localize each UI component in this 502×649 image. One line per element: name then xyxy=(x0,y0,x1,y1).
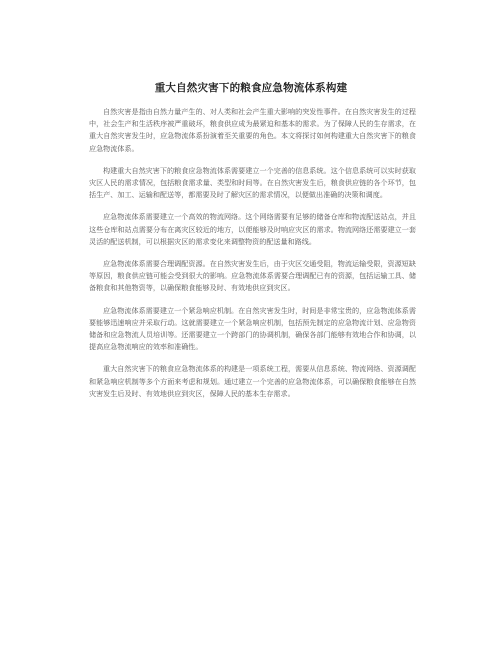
paragraph-logistics-network: 应急物流体系需要建立一个高效的物流网络。这个网络需要有足够的储备仓库和物流配送站点，并且这些仓库和站点需要分布在离灾区较近的地方，以便能够及时响应灾区的需求。物流网络还需要建立一套灵活的配送机制，可以根据灾区的需求变化来调整物资的配送量和路线。 xyxy=(89,212,416,246)
paragraph-information-system: 构建重大自然灾害下的粮食应急物流体系需要建立一个完善的信息系统。这个信息系统可以实时获取灾区人民的需求情况，包括粮食需求量、类型和时间等。在自然灾害发生后，粮食供应链的各个环节，包括生产、加工、运输和配送等，都需要及时了解灾区的需求情况，以便做出准确的决策和调度。 xyxy=(89,165,416,200)
paragraph-resource-allocation: 应急物流体系需要合理调配资源。在自然灾害发生后，由于灾区交通受阻，物流运输受限，资源短缺等原因，粮食供应链可能会受到很大的影响。应急物流体系需要合理调配已有的资源，包括运输工具、储备粮食和其他物资等，以确保粮食能够及时、有效地供应到灾区。 xyxy=(89,259,416,293)
document-title: 重大自然灾害下的粮食应急物流体系构建 xyxy=(154,82,348,94)
document-body xyxy=(89,106,416,410)
paragraph-conclusion: 重大自然灾害下的粮食应急物流体系的构建是一项系统工程，需要从信息系统、物流网络、资源调配和紧急响应机制等多个方面来考虑和规划。通过建立一个完善的应急物流体系，可以确保粮食能够在自然灾害发生后及时、有效地供应到灾区，保障人民的基本生存需求。 xyxy=(89,364,416,398)
paragraph-intro: 自然灾害是指由自然力量产生的、对人类和社会产生重大影响的突发性事件。在自然灾害发生的过程中，社会生产和生活秩序被严重破坏，粮食供应成为最紧迫和基本的需求。为了保障人民的生存需求，在重大自然灾害发生时，应急物流体系扮演着至关重要的角色。本文将探讨如何构建重大自然灾害下的粮食应急物流体系。 xyxy=(89,107,416,153)
paragraph-emergency-response: 应急物流体系需要建立一个紧急响应机制。在自然灾害发生时，时间是非常宝贵的，应急物流体系需要能够迅速响应并采取行动。这就需要建立一个紧急响应机制，包括预先制定的应急物流计划、应急物资储备和应急物流人员培训等。还需要建立一个跨部门的协调机制，确保各部门能够有效地合作和协调，以提高应急物流响应的效率和准确性。 xyxy=(89,305,416,352)
